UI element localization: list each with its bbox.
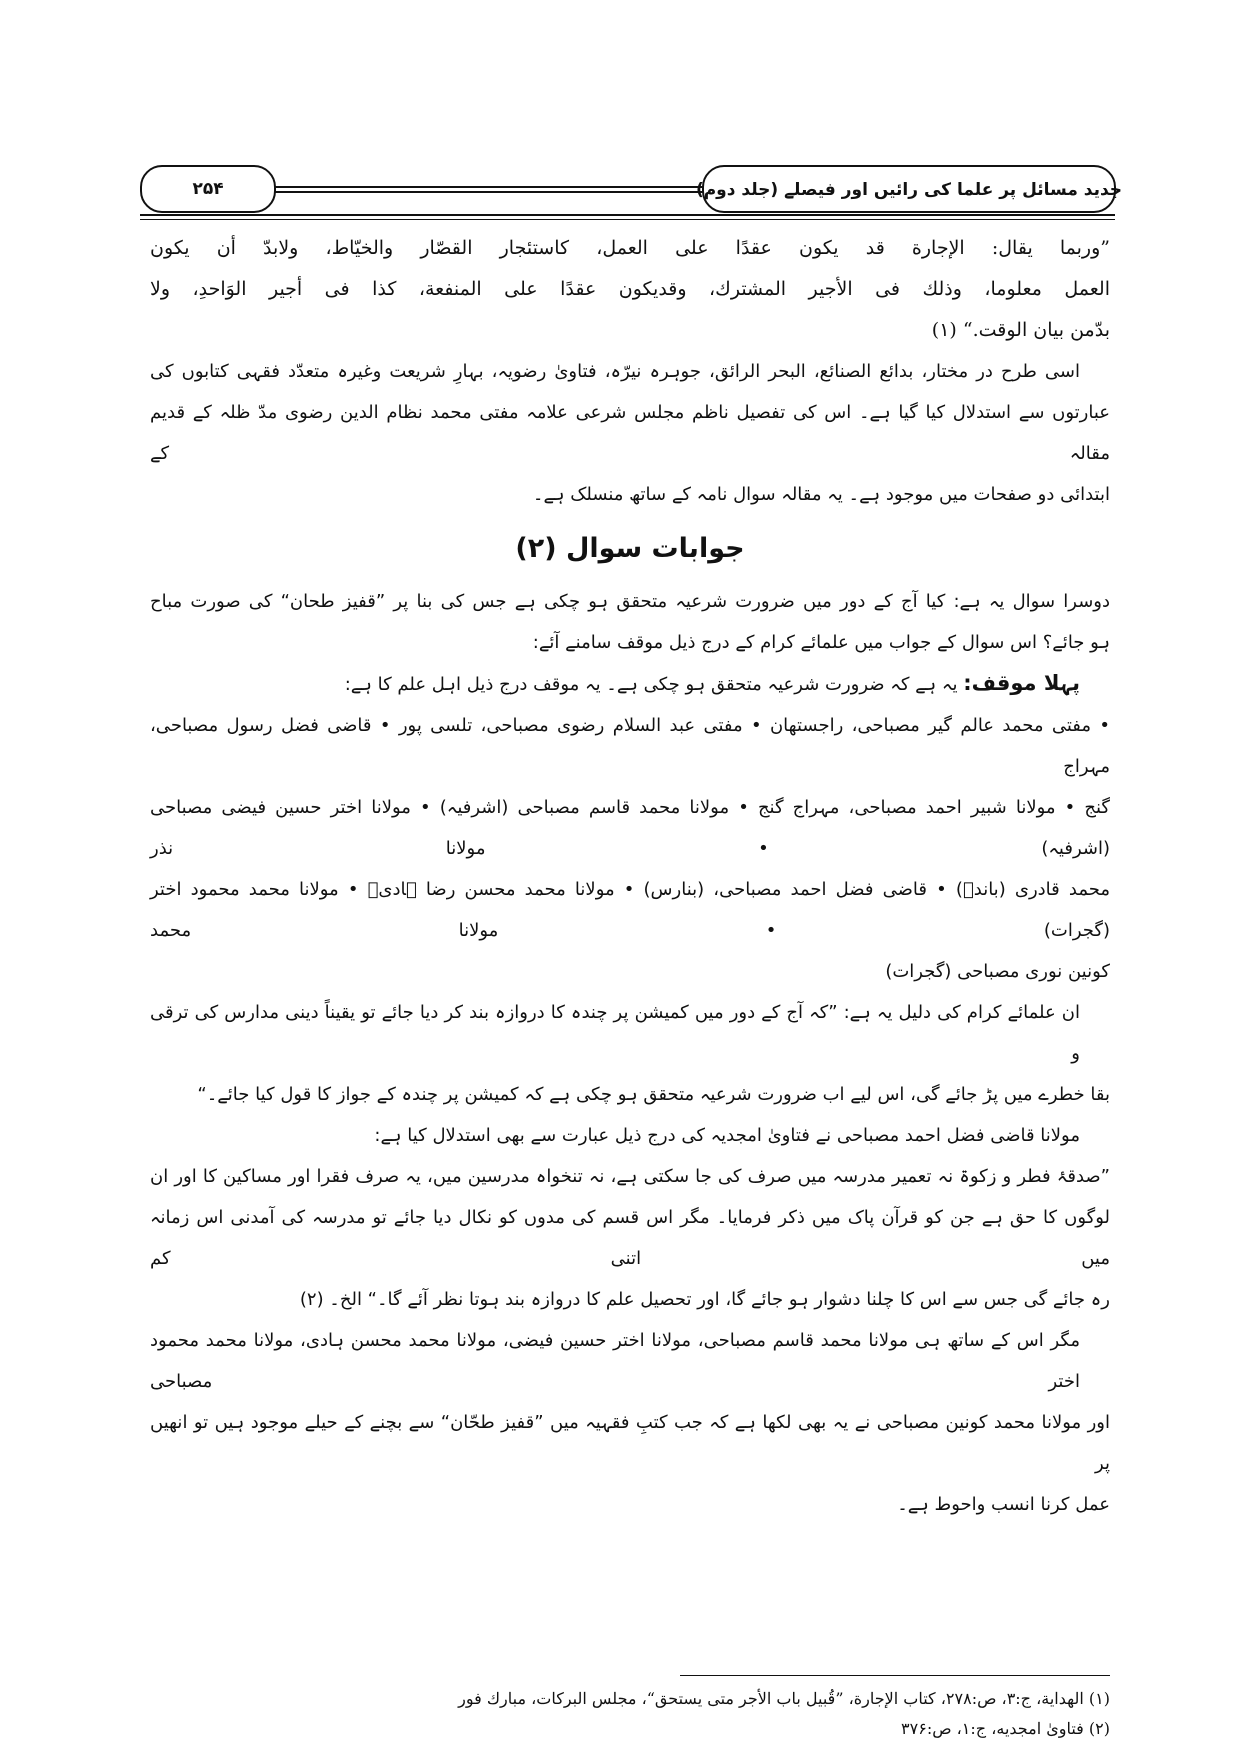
book-title-box [695,165,1123,213]
first-position-text: یہ ہے کہ ضرورت شرعیہ متحقق ہو چکی ہے۔ یہ موقف درج ذیل اہل علم کا ہے: [344,674,958,695]
paragraph-line: ان علمائے کرام کی دلیل یہ ہے: ”کہ آج کے دور میں کمیشن پر چندہ کا دروازہ بند کر دیا جائے تو یقیناً دینی مدارس کی ترقی و [150,1002,1080,1064]
paragraph-line: مگر اس کے ساتھ ہی مولانا محمد قاسم مصباحی، مولانا اختر حسین فیضی، مولانا محمد محسن ہادی، مولانا محمد محمود اختر مصباحی [150,1330,1080,1392]
quote-line: لوگوں کا حق ہے جن کو قرآن پاک میں ذکر فرمایا۔ مگر اس قسم کی مدوں کو نکال دیا جائے تو مدرسہ کی آمدنی اس زمانہ میں اتنی کم [150,1207,1110,1269]
arabic-quote-line: بدّمن بيان الوقت.“ (۱) [931,319,1110,341]
header-rule [140,214,1115,216]
page-number: ۲۵۴ [192,179,224,199]
arabic-quote-line: العمل معلوما، وذلك فى الأجير المشترك، وقديكون عقدًا على المنفعة، كذا فى أجير الوَاحدِ، ولا [150,278,1110,300]
paragraph-line: عبارتوں سے استدلال کیا گیا ہے۔ اس کی تفصیل ناظم مجلس شرعی علامہ مفتی محمد نظام الدین رضوی مدّ ظلہ کے قدیم مقالہ کے [150,402,1110,464]
book-title: جدید مسائل پر علما کی رائیں اور فیصلے (جلد دوم) [695,179,1123,200]
first-position-line [150,663,1110,705]
header-connector-line [275,191,705,193]
header-rule [140,219,1115,220]
footnote: (۱) الهداية، ج:۳، ص:۲۷۸، كتاب الإجارة، ”قُبيل باب الأجر متى يستحق“، مجلس البركات، مبارك فور [458,1689,1110,1708]
scholars-line: گنج • مولانا شبیر احمد مصباحی، مہراج گنج • مولانا محمد قاسم مصباحی (اشرفیہ) • مولانا اختر حسین فیضی مصباحی (اشرفیہ) • مولانا نذر [150,797,1110,859]
arabic-quote-line: ”وربما يقال: الإجارة قد يكون عقدًا على العمل، كاستئجار القصّار والخيّاط، ولابدّ أن يكون [150,237,1110,259]
paragraph-line: دوسرا سوال یہ ہے: کیا آج کے دور میں ضرورت شرعیہ متحقق ہو چکی ہے جس کی بنا پر ”قفیز طحان“ کی صورت مباح [150,591,1110,612]
first-position-label: پہلا موقف: [963,671,1080,695]
quote-line: رہ جائے گی جس سے اس کا چلنا دشوار ہو جائے گا، اور تحصیل علم کا دروازہ بند ہوتا نظر آئے گا۔“ الخ۔ (۲) [299,1289,1110,1310]
paragraph-line: ابتدائی دو صفحات میں موجود ہے۔ یہ مقالہ سوال نامہ کے ساتھ منسلک ہے۔ [532,484,1110,505]
paragraph-line: اسی طرح در مختار، بدائع الصنائع، البحر الرائق، جوہرہ نیرّہ، فتاویٰ رضویہ، بہارِ شریعت وغیرہ متعدّد فقہی کتابوں کی [150,361,1080,382]
page-body [150,228,1110,1744]
paragraph-line: مولانا قاضی فضل احمد مصباحی نے فتاویٰ امجدیہ کی درج ذیل عبارت سے بھی استدلال کیا ہے: [374,1125,1080,1146]
paragraph-line: ہو جائے؟ اس سوال کے جواب میں علمائے کرام کے درج ذیل موقف سامنے آئے: [532,632,1110,653]
quote-line: ”صدقۂ فطر و زکوۃ نہ تعمیر مدرسہ میں صرف کی جا سکتی ہے، نہ تنخواہ مدرسین میں، یہ صرف فقرا اور مساکین کا اور ان [150,1166,1110,1187]
paragraph-line: بقا خطرے میں پڑ جائے گی، اس لیے اب ضرورت شرعیہ متحقق ہو چکی ہے کہ کمیشن پر چندہ کے جواز کا قول کیا جائے۔“ [197,1084,1110,1105]
footnote: (۲) فتاویٰ امجدیه، ج:۱، ص:۳۷۶ [901,1719,1110,1738]
header-connector-line [275,186,705,188]
page-number-box [140,165,276,213]
paragraph-line: عمل کرنا انسب واحوط ہے۔ [897,1494,1110,1515]
footnote-separator [680,1675,1110,1676]
scholars-line: • مفتی محمد عالم گیر مصباحی، راجستھان • مفتی عبد السلام رضوی مصباحی، تلسی پور • قاضی فضل رسول مصباحی، مہراج [150,715,1110,777]
paragraph-line: اور مولانا محمد کونین مصباحی نے یہ بھی لکھا ہے کہ جب کتبِ فقہیہ میں ”قفیز طحّان“ سے بچنے کے حیلے موجود ہیں تو انھیں پر [150,1412,1110,1474]
scholars-line: محمد قادری (باندہ) • قاضی فضل احمد مصباحی، (بنارس) • مولانا محمد محسن رضا ہادیؔ • مولانا محمد محمود اختر (گجرات) • مولانا محمد [150,879,1110,941]
section-heading: جوابات سوال (۲) [515,533,745,564]
scholars-line: کونین نوری مصباحی (گجرات) [885,961,1110,982]
